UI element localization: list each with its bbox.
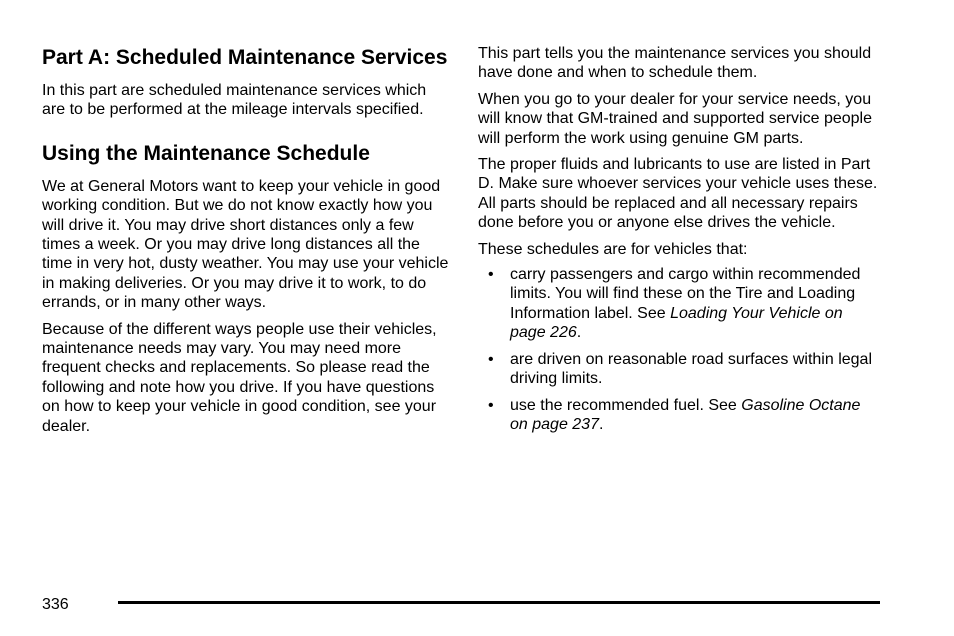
left-column — [42, 44, 452, 443]
list-item-end: . — [576, 324, 582, 342]
list-item-text: carry passengers and cargo within recommended limits. You will find these on the Tire and Loading Information label. See — [510, 266, 861, 322]
list-item — [478, 350, 878, 389]
paragraph-driving-habits: We at General Motors want to keep your vehicle in good working condition. But we do not know exactly how you will drive it. You may drive short distances only a few times a week. Or you may drive long distances all the time in very hot, dusty weather. You may use your vehicle in making deliveries. Or you may drive it to work, to do errands, or in many other ways. — [42, 177, 449, 312]
list-item — [478, 396, 878, 435]
bullet-icon: • — [488, 266, 494, 284]
cross-reference-link[interactable]: Loading Your Vehicle on page 226 — [510, 304, 843, 342]
paragraph-maintenance-needs: Because of the different ways people use their vehicles, maintenance needs may vary. You may need more frequent checks and replacements. So please read the following and note how you drive. If you have questions on how to keep your vehicle in good condition, see your dealer. — [42, 320, 437, 435]
paragraph-scheduled-intro: In this part are scheduled maintenance services which are to be performed at the mileage intervals specified. — [42, 82, 427, 119]
list-item-end: . — [598, 415, 604, 433]
page-number: 336 — [42, 596, 69, 613]
section-heading-scheduled-maintenance: Part A: Scheduled Maintenance Services — [42, 46, 448, 69]
bullet-icon: • — [488, 396, 494, 414]
list-item — [478, 265, 878, 343]
footer-divider — [118, 601, 880, 604]
cross-reference-link[interactable]: Gasoline Octane on page 237 — [510, 396, 861, 433]
right-column — [478, 44, 878, 441]
list-item-text: are driven on reasonable road surfaces within legal driving limits. — [510, 350, 872, 388]
bullet-icon: • — [488, 350, 494, 368]
paragraph-fluids-lubricants: The proper fluids and lubricants to use are listed in Part D. Make sure whoever services your vehicle uses these. All parts should be replaced and all necessary repairs done before you or anyone else drives the vehicle. — [478, 156, 878, 232]
paragraph-part-description: This part tells you the maintenance services you should have done and when to schedule them. — [478, 45, 872, 82]
paragraph-dealer-service: When you go to your dealer for your service needs, you will know that GM-trained and supported service people will perform the work using genuine GM parts. — [478, 90, 872, 147]
criteria-list — [478, 265, 878, 434]
list-item-text: use the recommended fuel. See — [510, 396, 742, 414]
section-heading-using-schedule: Using the Maintenance Schedule — [42, 141, 370, 165]
paragraph-schedule-criteria: These schedules are for vehicles that: — [478, 240, 748, 258]
